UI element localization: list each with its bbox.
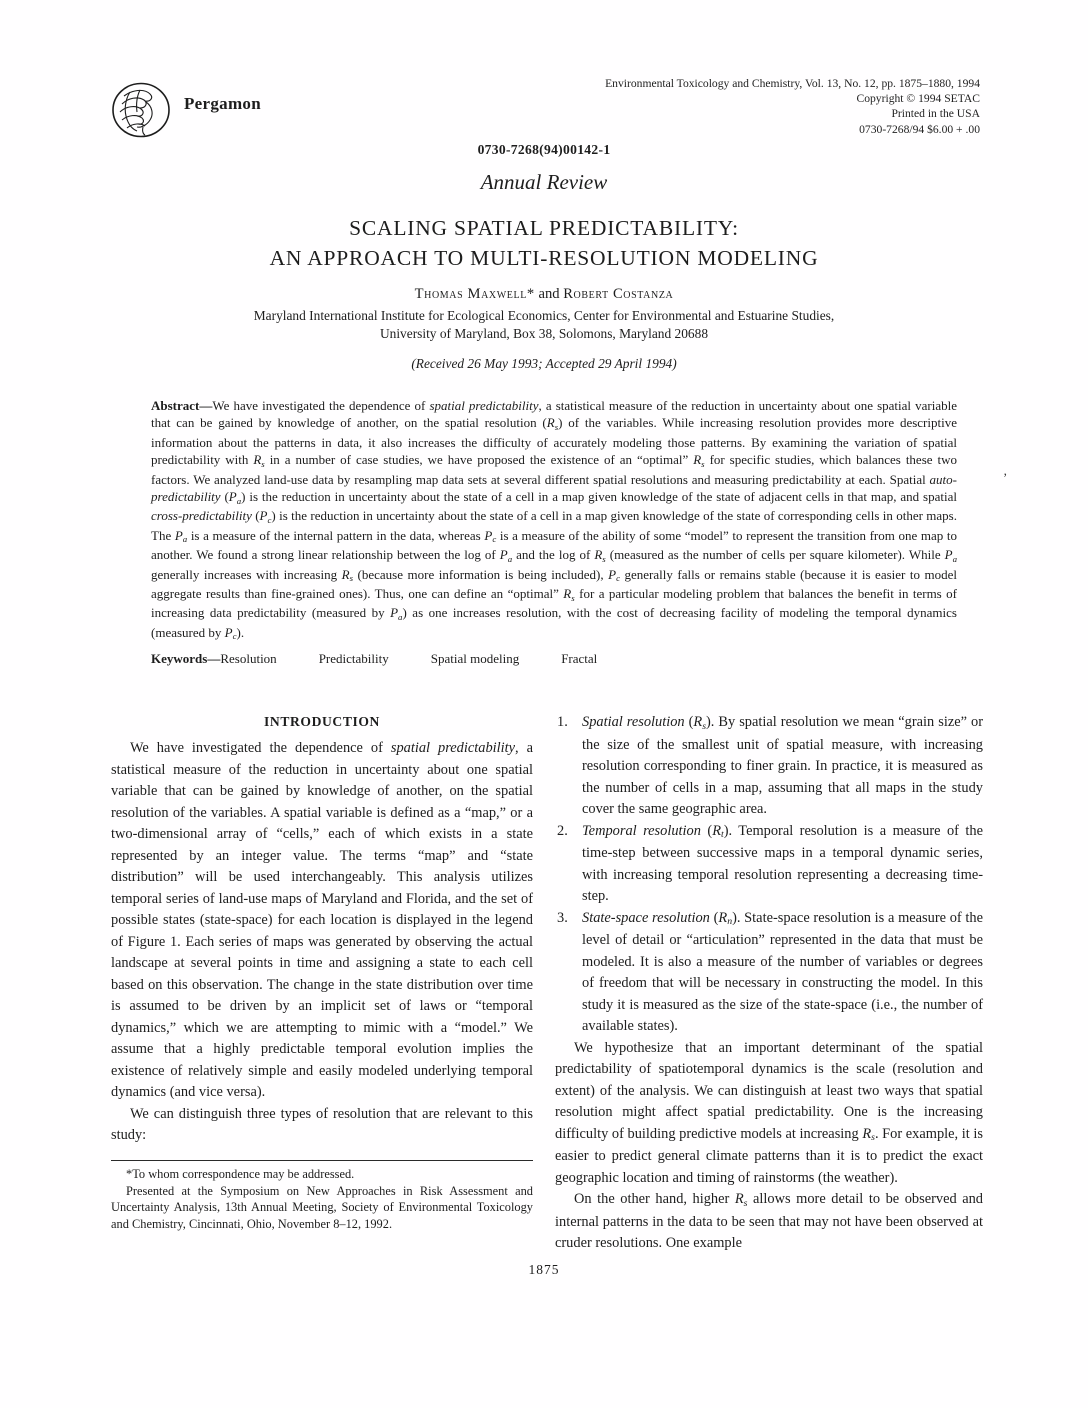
copyright-line: Copyright © 1994 SETAC (856, 92, 980, 106)
journal-info (605, 76, 980, 137)
affiliation-line1: Maryland International Institute for Ecological Economics, Center for Environmental and Estuarine Studies, (253, 308, 835, 323)
section-label-annual-review: Annual Review (480, 170, 608, 194)
introduction-paragraph-1: We have investigated the dependence of spatial predictability, a statistical measure of the reduction in uncertainty about one spatial variable that can be gained by knowledge of another, on the spatial resolution of the variables. A spatial variable is defined as a “map,” or a two-dimensional array of “cells,” each of which exists in a state represented by an integer value. The terms “map” and “state distribution” will be used interchangeably. This analysis utilizes temporal series of land-use maps of Maryland and Florida, and the set of possible states (state-space) for each location is displayed in the legend of Figure 1. Each series of maps was generated by observing the actual landscape at several points in time and assigning a state to each cell based on this observation. The change in the state distribution over time is assumed to be driven by an implicit set of laws or “temporal dynamics,” which we are attempting to mimic with a “model.” We assume that a highly predictable temporal evolution implies the existence of relatively simple and easily modeled underlying temporal dynamics (and vice versa). (111, 740, 533, 1100)
keyword-item: Fractal (561, 651, 598, 666)
keyword-item: Predictability (318, 651, 389, 666)
left-column (111, 712, 533, 1257)
list-item-text: Spatial resolution (Rs). By spatial resolution we mean “grain size” or the size of the smallest unit of spatial measure, with increasing resolution corresponding to finer grain. In practice, it is measured as the number of cells in a map, assuming that all maps in the study cover the same geographic area. (582, 714, 983, 817)
affiliation (0, 307, 1088, 343)
resolution-list-item-1 (555, 712, 983, 821)
right-paragraph-1: We hypothesize that an important determinant of the spatial predictability of spatiotemporal dynamics is the scale (resolution and extent) of the analysis. We can distinguish at least two ways that spatial resolution might affect spatial predictability. One is the increasing difficulty of building predictive models at increasing Rs. For example, it is easier to predict general climate patterns than it is to predict the exact geographic location and timing of rainstorms (the weather). (555, 1039, 984, 1186)
abstract: Abstract—We have investigated the dependence of spatial predictability, a statistical measure of the reduction in uncertainty about one spatial variable that can be gained by knowledge of another, on the spatial resolution (Rs) of the variables. While increasing resolution provides more descriptive information about the patterns in data, it also increases the difficulty of accurately modeling those patterns. By examining the variation of spatial predictability with Rs in a number of case studies, we have proposed the existence of an “optimal” Rs for specific studies, which balances these two factors. We analyzed land-use data by resampling map data sets at several different spatial resolutions and measuring predictability at each. Spatial auto-predictability (Pa) is the reduction in uncertainty about the state of a cell in a map given knowledge of the state of adjacent cells in that map, and spatial cross-predictability (Pc) is the reduction in uncertainty about the state of a cell in a map given knowledge of the state of corresponding cells in other maps. The Pa is a measure of the internal pattern in the data, whereas Pc is a measure of the ability of some “model” to represent the transition from one map to another. We found a strong linear relationship between the log of Pa and the log of Rs (measured as the number of cells per square kilometer). While Pa generally increases with increasing Rs (because more information is being included), Pc generally falls or remains stable (because it is easier to model aggregate results than fine-grained ones). Thus, one can define an “optimal” Rs for a particular modeling problem that balances the benefit in terms of increasing data predictability (measured by Pa) as one increases resolution, with the cost of decreasing facility of modeling the temporal dynamics (measured by Pc). (151, 398, 958, 642)
right-column (555, 712, 983, 1257)
paper-title-line2: AN APPROACH TO MULTI-RESOLUTION MODELING (269, 246, 819, 270)
introduction-heading: INTRODUCTION (264, 714, 380, 729)
paper-title-line1: SCALING SPATIAL PREDICTABILITY: (349, 216, 739, 240)
page-number: 1875 (528, 1262, 560, 1277)
list-number: 3. (557, 909, 568, 926)
keyword-item: Spatial modeling (430, 651, 520, 666)
list-number: 2. (557, 822, 568, 839)
affiliation-line2: University of Maryland, Box 38, Solomons, Maryland 20688 (379, 326, 709, 341)
doc-id: 0730-7268(94)00142-1 (477, 142, 611, 157)
issn-price-line: 0730-7268/94 $6.00 + .00 (859, 122, 980, 136)
printed-line: Printed in the USA (891, 107, 980, 121)
resolution-list-item-3 (555, 908, 983, 1038)
resolution-list-item-2 (555, 821, 983, 908)
footnote-rule (111, 1160, 533, 1161)
received-accepted-line: (Received 26 May 1993; Accepted 29 April 1994) (411, 356, 677, 371)
keywords-label-and-first: Keywords—Resolution (151, 651, 277, 666)
scan-artifact: ’ (1003, 470, 1008, 485)
introduction-paragraph-2: We can distinguish three types of resolution that are relevant to this study: (111, 1105, 533, 1143)
right-paragraph-2: On the other hand, higher Rs allows more detail to be observed and internal patterns in the data to be seen that may not have been observed at cruder resolutions. One example (555, 1191, 984, 1251)
paper-title (0, 213, 1088, 273)
authors: Thomas Maxwell* and Robert Costanza (414, 286, 674, 302)
journal-citation-line: Environmental Toxicology and Chemistry, Vol. 13, No. 12, pp. 1875–1880, 1994 (605, 77, 980, 90)
body-columns (111, 712, 983, 1257)
list-item-text: State-space resolution (Rn). State-space resolution is a measure of the level of detail or “articulation” represented in the data that must be modeled. It is also a measure of the number of variables or degrees of freedom that will be necessary in constructing the model. In this study it is measured as the size of the state-space (i.e., the number of available states). (582, 909, 984, 1034)
keywords-row (151, 651, 597, 667)
footnote (111, 1160, 533, 1232)
pergamon-logo (110, 82, 174, 140)
footnote-correspondence: *To whom correspondence may be addressed. (126, 1167, 355, 1181)
footnote-presented: Presented at the Symposium on New Approaches in Risk Assessment and Uncertainty Analysis, 13th Annual Meeting, Society of Environmental Toxicology and Chemistry, Cincinnati, Ohio, November 8–12, 1992. (111, 1183, 533, 1231)
publisher-name: Pergamon (184, 94, 261, 113)
list-number: 1. (557, 714, 568, 730)
list-item-text: Temporal resolution (Rt). Temporal resolution is a measure of the time-step between successive maps in a temporal dynamic series, with increasing temporal resolution representing a decreasing time-step. (582, 822, 983, 904)
